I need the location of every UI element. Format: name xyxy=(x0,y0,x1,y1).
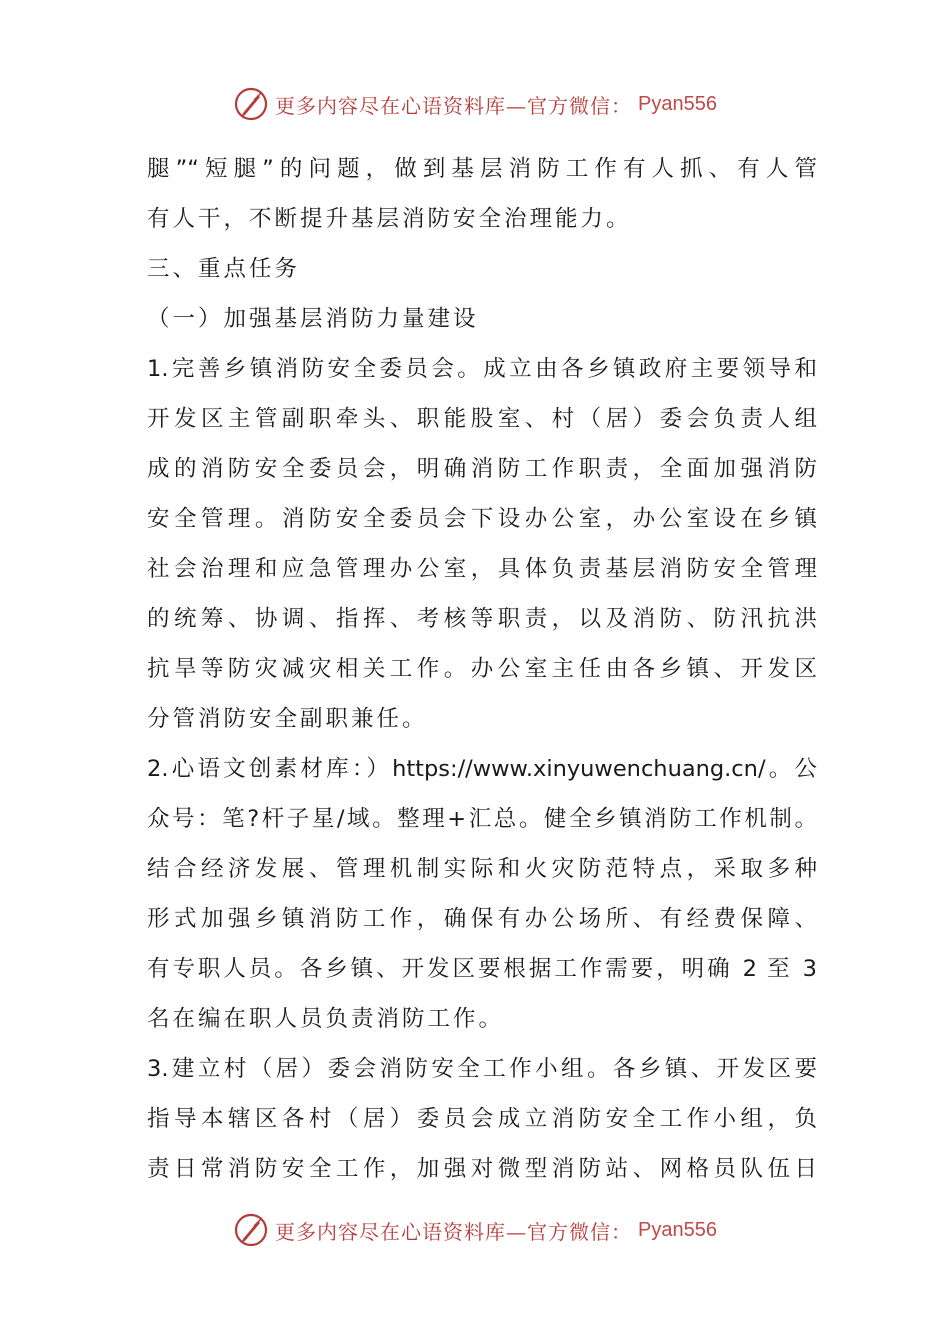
text-line: 的统筹、协调、指挥、考核等职责，以及消防、防汛抗洪 xyxy=(147,606,817,632)
watermark-wechat-id: Pyan556 xyxy=(638,1218,717,1241)
text-line: 成的消防安全委员会，明确消防工作职责，全面加强消防 xyxy=(147,456,817,482)
text-line: 开发区主管副职牵头、职能股室、村（居）委会负责人组 xyxy=(147,406,817,432)
text-line: （一）加强基层消防力量建设 xyxy=(147,306,479,332)
text-line: 有人干，不断提升基层消防安全治理能力。 xyxy=(147,206,632,232)
text-line: 分管消防安全副职兼任。 xyxy=(147,706,428,732)
text-line: 2.心语文创素材库：）https://www.xinyuwenchuang.cn/。公 xyxy=(147,756,817,782)
header-watermark xyxy=(0,84,950,124)
text-line: 指导本辖区各村（居）委员会成立消防安全工作小组，负 xyxy=(147,1106,817,1132)
footer-watermark xyxy=(0,1210,950,1250)
text-line: 众号：笔?杆子星/域。整理+汇总。健全乡镇消防工作机制。 xyxy=(147,806,817,832)
quill-pen-logo-icon xyxy=(233,86,269,122)
watermark-text: 更多内容尽在心语资料库—官方微信： xyxy=(275,1219,633,1244)
text-line: 社会治理和应急管理办公室，具体负责基层消防安全管理 xyxy=(147,556,817,582)
watermark-text: 更多内容尽在心语资料库—官方微信： xyxy=(275,93,633,118)
text-line: 有专职人员。各乡镇、开发区要根据工作需要，明确 2 至 3 xyxy=(147,956,817,982)
document-body xyxy=(147,144,817,1194)
text-line: 结合经济发展、管理机制实际和火灾防范特点，采取多种 xyxy=(147,856,817,882)
text-line: 责日常消防安全工作，加强对微型消防站、网格员队伍日 xyxy=(147,1156,817,1182)
text-line: 三、重点任务 xyxy=(147,256,301,282)
text-line: 3.建立村（居）委会消防安全工作小组。各乡镇、开发区要 xyxy=(147,1056,817,1082)
text-line: 安全管理。消防安全委员会下设办公室，办公室设在乡镇 xyxy=(147,506,817,532)
text-line: 腿”“短腿”的问题，做到基层消防工作有人抓、有人管 xyxy=(147,156,817,182)
quill-pen-logo-icon xyxy=(233,1212,269,1248)
text-line: 名在编在职人员负责消防工作。 xyxy=(147,1006,505,1032)
watermark-wechat-id: Pyan556 xyxy=(638,92,717,115)
text-line: 1.完善乡镇消防安全委员会。成立由各乡镇政府主要领导和 xyxy=(147,356,817,382)
text-line: 形式加强乡镇消防工作，确保有办公场所、有经费保障、 xyxy=(147,906,817,932)
text-line: 抗旱等防灾减灾相关工作。办公室主任由各乡镇、开发区 xyxy=(147,656,817,682)
